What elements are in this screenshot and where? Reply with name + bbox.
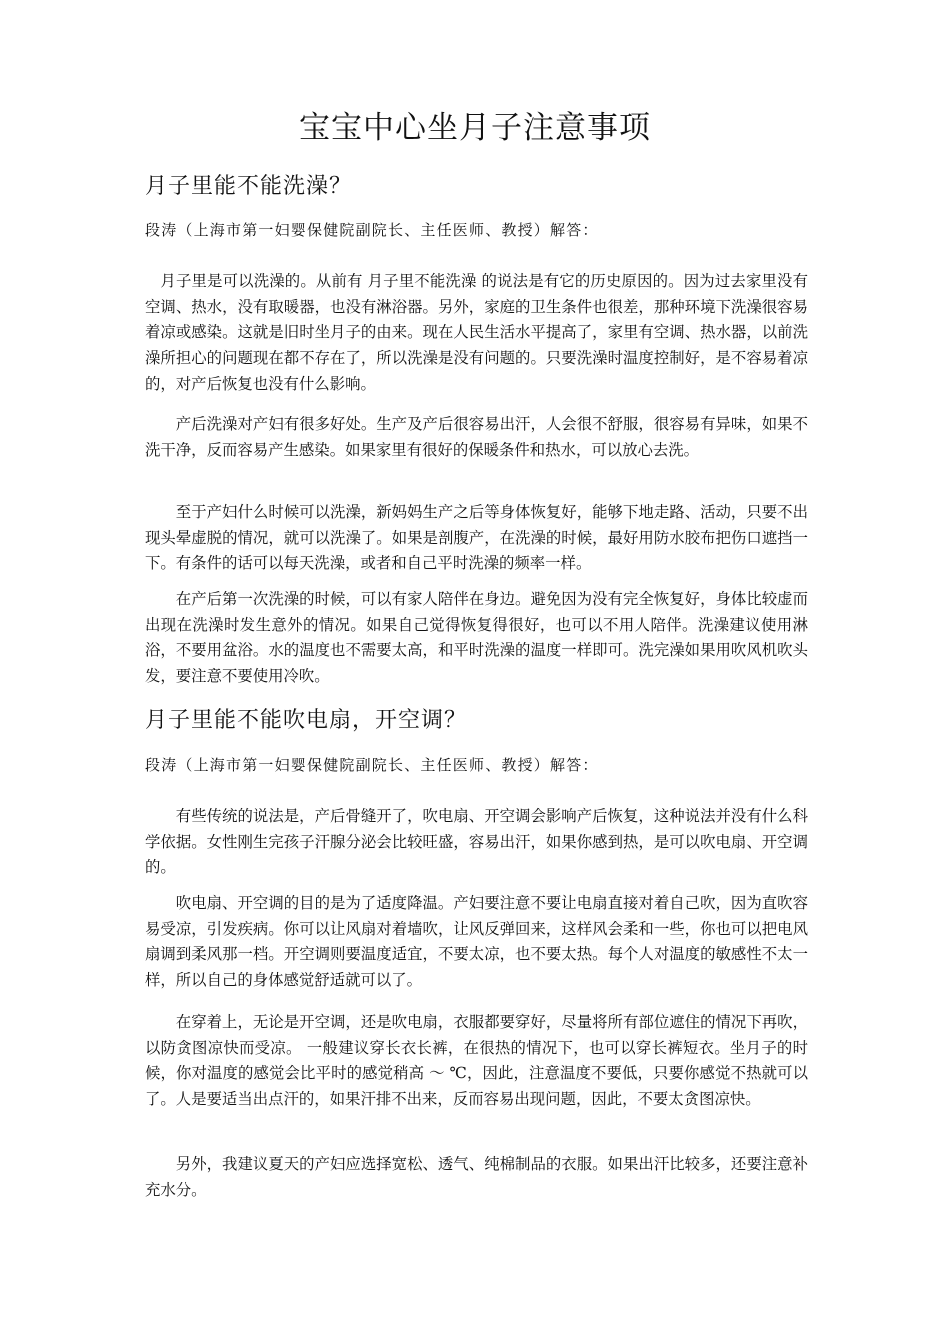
section-byline-bathing: 段涛（上海市第一妇婴保健院副院长、主任医师、教授）解答：: [145, 221, 599, 239]
section-byline-fan-aircon: 段涛（上海市第一妇婴保健院副院长、主任医师、教授）解答：: [145, 756, 599, 774]
section-heading-fan-aircon: 月子里能不能吹电扇，开空调？: [145, 708, 468, 733]
paragraph: 吹电扇、开空调的目的是为了适度降温。产妇要注意不要让电扇直接对着自己吹，因为直吹容易受凉，引发疾病。你可以让风扇对着墙吹，让风反弹回来，这样风会柔和一些，你也可以把电风扇调到柔风那一档。开空调则要温度适宜，不要太凉，也不要太热。每个人对温度的敏感性不太一样，所以自己的身体感觉舒适就可以了。: [145, 894, 808, 990]
page-title: 宝宝中心坐月子注意事项: [299, 110, 651, 146]
paragraph: 至于产妇什么时候可以洗澡，新妈妈生产之后等身体恢复好，能够下地走路、活动，只要不出现头晕虚脱的情况，就可以洗澡了。如果是剖腹产，在洗澡的时候，最好用防水胶布把伤口遮挡一下。有条件的话可以每天洗澡，或者和自己平时洗澡的频率一样。: [145, 503, 808, 573]
paragraph: 在穿着上，无论是开空调，还是吹电扇，衣服都要穿好，尽量将所有部位遮住的情况下再吹，以防贪图凉快而受凉。 一般建议穿长衣长裤，在很热的情况下，也可以穿长裤短衣。坐月子的时候，你对温度的感觉会比平时的感觉稍高 ～ ℃，因此，注意温度不要低，只要你感觉不热就可以了。人是要适当出点汗的，如果汗排不出来，反而容易出现问题，因此，不要太贪图凉快。: [145, 1013, 808, 1109]
paragraph: 有些传统的说法是，产后骨缝开了，吹电扇、开空调会影响产后恢复，这种说法并没有什么科学依据。女性刚生完孩子汗腺分泌会比较旺盛，容易出汗，如果你感到热，是可以吹电扇、开空调的。: [145, 807, 808, 877]
paragraph: 在产后第一次洗澡的时候，可以有家人陪伴在身边。避免因为没有完全恢复好，身体比较虚而出现在洗澡时发生意外的情况。如果自己觉得恢复得很好，也可以不用人陪伴。洗澡建议使用淋浴，不要用盆浴。水的温度也不需要太高，和平时洗澡的温度一样即可。洗完澡如果用吹风机吹头发，要注意不要使用冷吹。: [145, 590, 808, 686]
paragraph: 月子里是可以洗澡的。从前有 月子里不能洗澡 的说法是有它的历史原因的。因为过去家里没有空调、热水，没有取暖器，也没有淋浴器。另外，家庭的卫生条件也很差，那种环境下洗澡很容易着凉或感染。这就是旧时坐月子的由来。现在人民生活水平提高了，家里有空调、热水器，以前洗澡所担心的问题现在都不存在了，所以洗澡是没有问题的。只要洗澡时温度控制好，是不容易着凉的，对产后恢复也没有什么影响。: [145, 272, 808, 393]
section-heading-bathing: 月子里能不能洗澡？: [145, 174, 353, 199]
paragraph: 产后洗澡对产妇有很多好处。生产及产后很容易出汗，人会很不舒服，很容易有异味，如果不洗干净，反而容易产生感染。如果家里有很好的保暖条件和热水，可以放心去洗。: [145, 415, 808, 459]
paragraph: 另外，我建议夏天的产妇应选择宽松、透气、纯棉制品的衣服。如果出汗比较多，还要注意补充水分。: [145, 1155, 808, 1199]
